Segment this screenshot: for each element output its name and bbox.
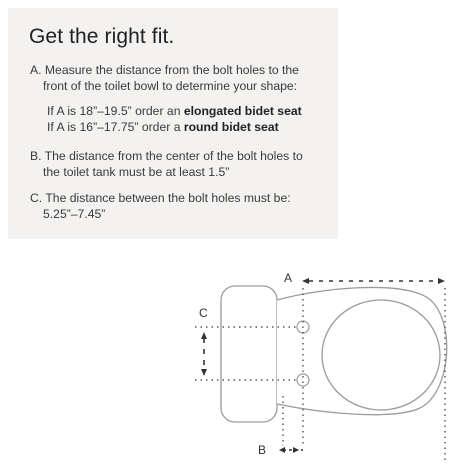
bolt-hole-bottom bbox=[297, 374, 309, 386]
dimension-b bbox=[279, 447, 303, 453]
label-b: B bbox=[258, 443, 267, 457]
label-a: A bbox=[284, 271, 293, 285]
rule-elongated-text: If A is 18”–19.5” order an bbox=[47, 104, 184, 118]
instruction-a-line2: front of the toilet bowl to determine your shape: bbox=[43, 79, 298, 93]
instruction-b-line2: the toilet tank must be at least 1.5” bbox=[43, 165, 230, 179]
label-c: C bbox=[199, 306, 208, 320]
instruction-c-line1: C. The distance between the bolt holes must be: bbox=[30, 191, 291, 205]
rule-elongated-bold: elongated bidet seat bbox=[183, 104, 302, 118]
instruction-c-line2: 5.25”–7.45” bbox=[43, 207, 106, 221]
dimension-c bbox=[201, 332, 207, 376]
toilet-tank bbox=[221, 286, 277, 422]
instruction-a-line1: A. Measure the distance from the bolt holes to the bbox=[30, 63, 299, 77]
rule-round-text: If A is 16”–17.75” order a bbox=[47, 120, 184, 134]
rule-round-bold: round bidet seat bbox=[183, 120, 279, 134]
dimension-a bbox=[302, 278, 445, 284]
instruction-b-line1: B. The distance from the center of the bolt holes to bbox=[30, 149, 303, 163]
page-title: Get the right fit. bbox=[29, 25, 175, 48]
